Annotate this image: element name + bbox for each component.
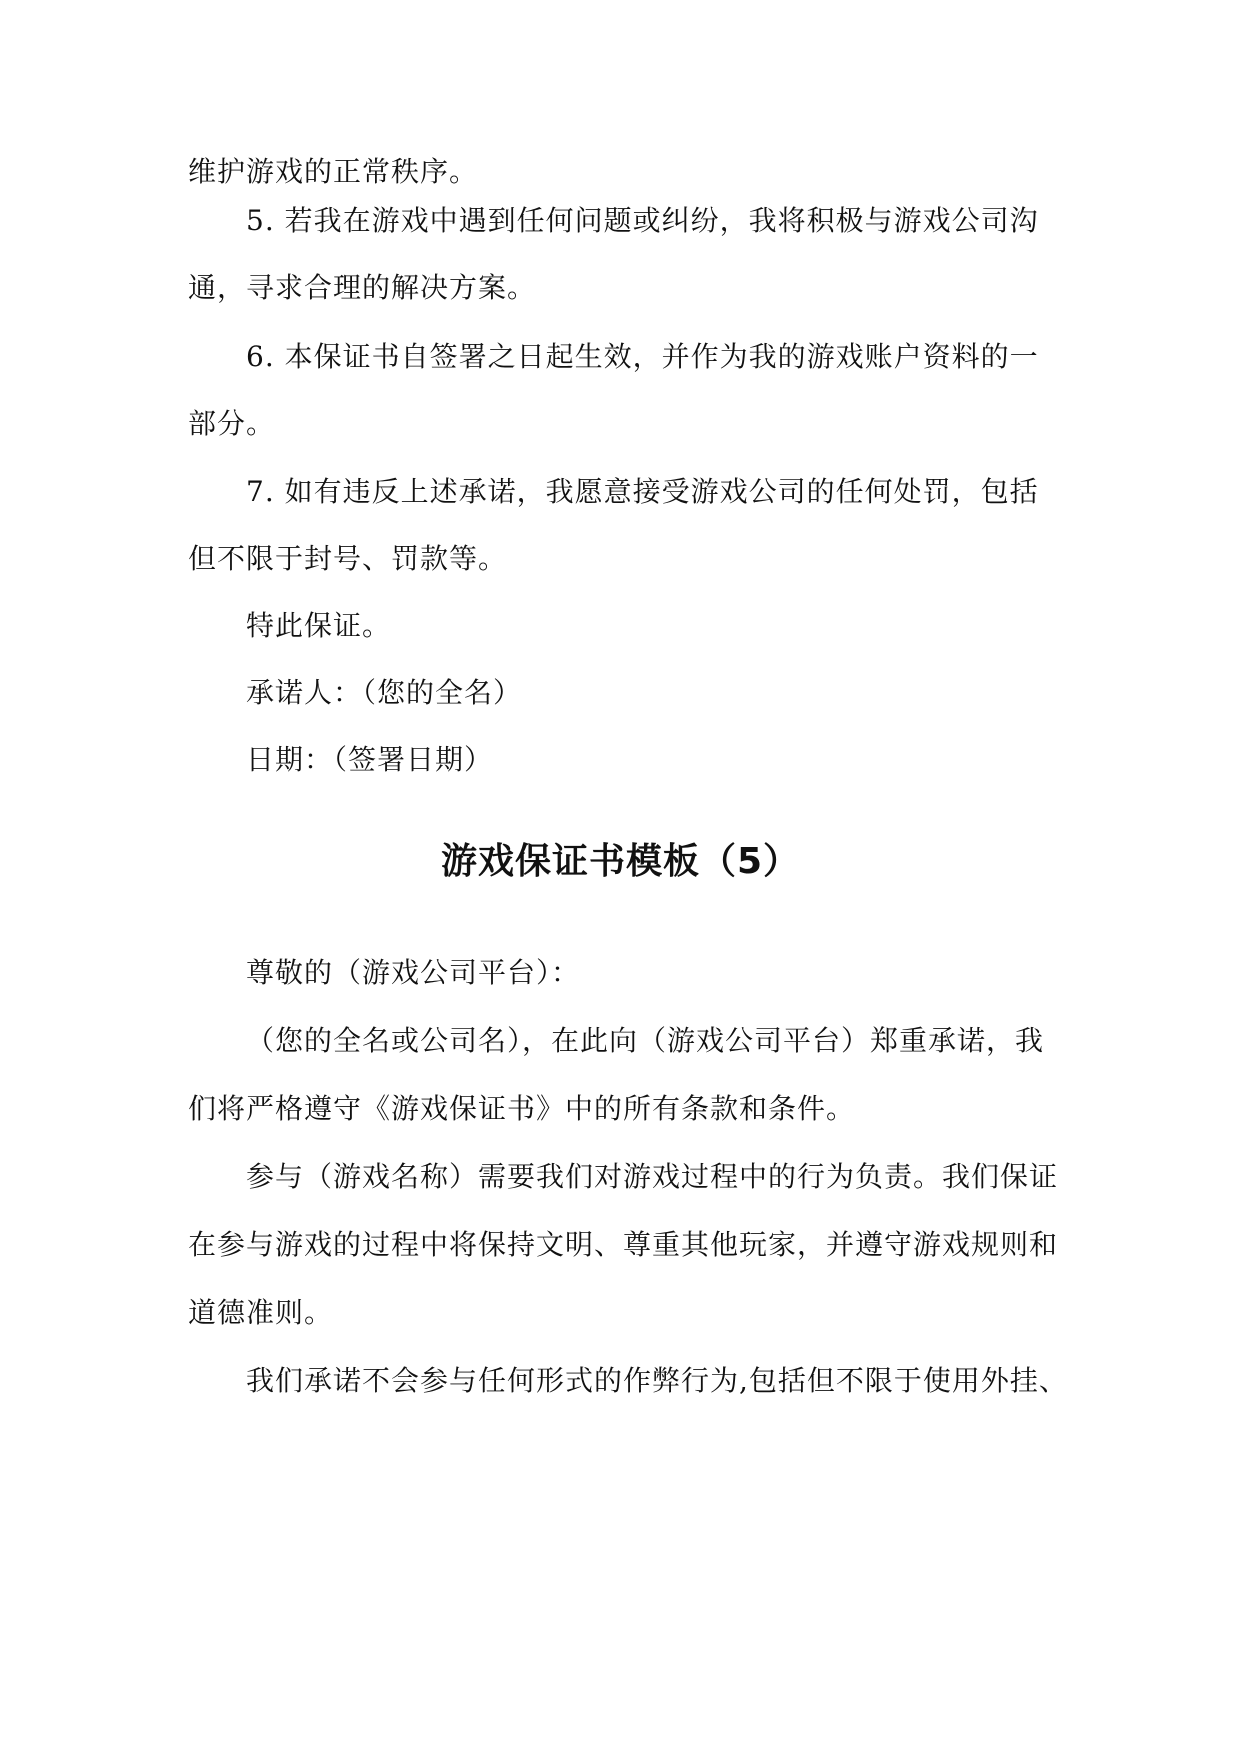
paragraph-line: （您的全名或公司名），在此向（游戏公司平台）郑重承诺，我 [246, 1024, 1045, 1057]
paragraph-line: 我们承诺不会参与任何形式的作弊行为,包括但不限于使用外挂、 [246, 1364, 1068, 1397]
paragraph-line: 部分。 [188, 407, 276, 440]
date-line: 日期：（签署日期） [246, 743, 494, 776]
paragraph-line: 5. 若我在游戏中遇到任何问题或纠纷，我将积极与游戏公司沟 [246, 204, 1039, 237]
paragraph-line: 维护游戏的正常秩序。 [188, 155, 479, 188]
section-title: 游戏保证书模板（5） [440, 841, 801, 882]
signatory-line: 承诺人：（您的全名） [246, 676, 523, 709]
paragraph-line: 们将严格遵守《游戏保证书》中的所有条款和条件。 [188, 1092, 856, 1125]
closing-statement: 特此保证。 [246, 609, 392, 642]
paragraph-line: 7. 如有违反上述承诺，我愿意接受游戏公司的任何处罚，包括 [246, 475, 1039, 508]
paragraph-line: 在参与游戏的过程中将保持文明、尊重其他玩家，并遵守游戏规则和 [188, 1228, 1059, 1261]
salutation-line: 尊敬的（游戏公司平台）： [246, 956, 581, 989]
paragraph-line: 道德准则。 [188, 1296, 334, 1329]
paragraph-line: 但不限于封号、罚款等。 [188, 542, 508, 575]
paragraph-line: 通，寻求合理的解决方案。 [188, 271, 537, 304]
paragraph-line: 参与（游戏名称）需要我们对游戏过程中的行为负责。我们保证 [246, 1160, 1059, 1193]
paragraph-line: 6. 本保证书自签署之日起生效，并作为我的游戏账户资料的一 [246, 340, 1039, 373]
